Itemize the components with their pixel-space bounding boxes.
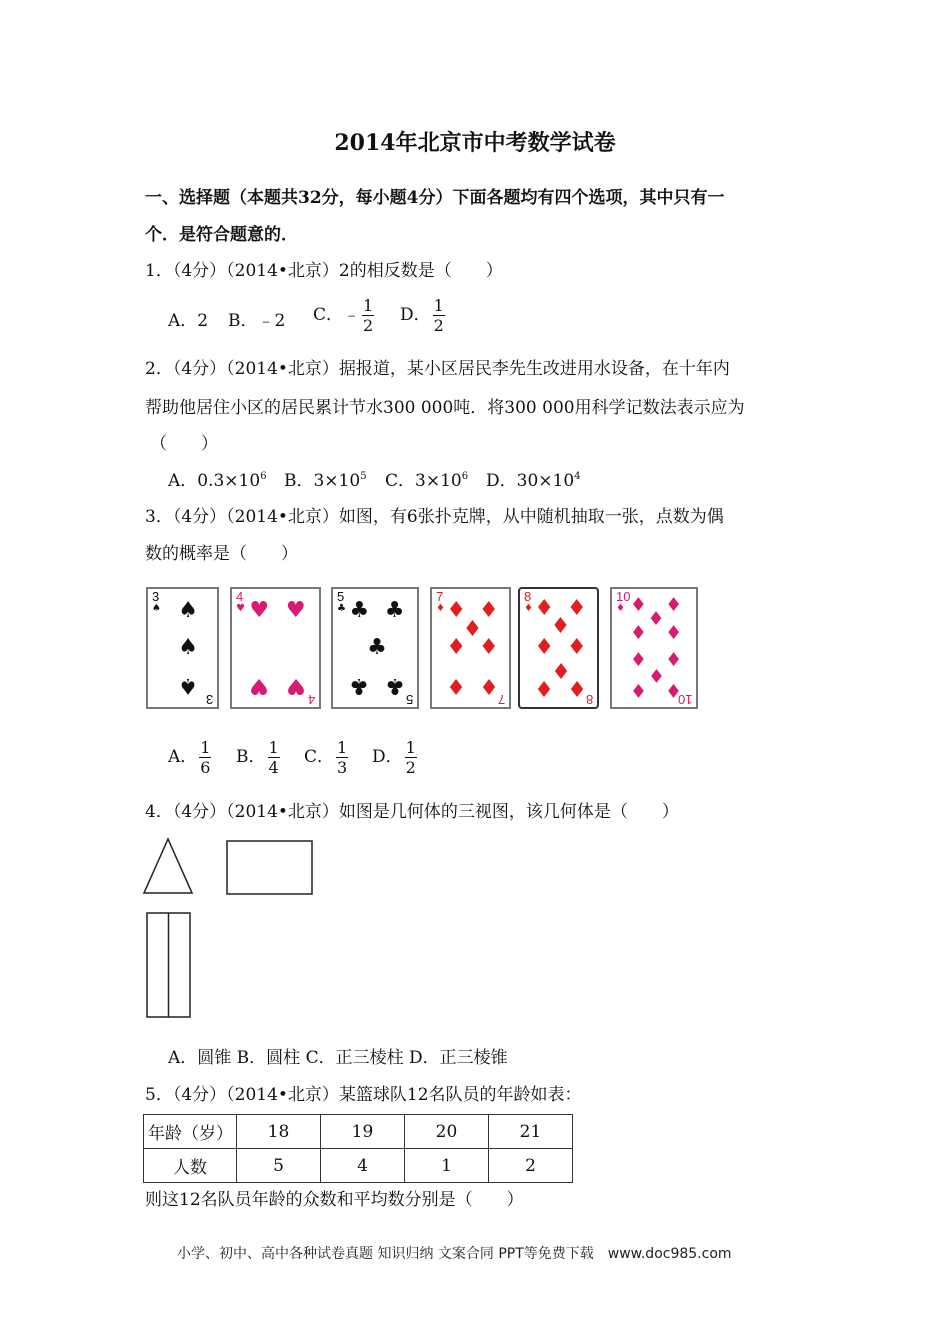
exponent: 6 [260, 471, 267, 482]
exponent: 6 [461, 471, 469, 482]
card-pip: ♦ [566, 675, 587, 701]
q3-option-a-label: A． [168, 747, 198, 767]
table-cell: 1 [405, 1149, 489, 1183]
denominator: 2 [363, 316, 374, 335]
card-corner-pip: ♠ [152, 603, 161, 614]
card-rank: 8 [524, 589, 532, 604]
card-pip: ♣ [384, 672, 405, 698]
denominator: 4 [268, 758, 279, 777]
card-pip: ♦ [629, 621, 647, 644]
card-pip: ♦ [446, 672, 467, 698]
question-4-stem: 4．（4分）（2014•北京）如图是几何体的三视图，该几何体是（ ） [145, 802, 679, 822]
question-2-line-2: 帮助他居住小区的居民累计节水300 000吨．将300 000用科学记数法表示应为 [145, 398, 745, 418]
numerator: 1 [337, 738, 348, 757]
card-pip: ♣ [349, 598, 370, 624]
q2-option-d-base: D．30×10 [486, 471, 575, 491]
q3-option-c-label: C． [304, 747, 335, 767]
card-pip: ♦ [534, 595, 555, 621]
card-pip: ♥ [249, 672, 270, 698]
card-corner-pip: ♥ [236, 603, 245, 614]
card-pip: ♦ [462, 616, 483, 642]
denominator: 3 [337, 758, 348, 777]
card-rank-inverted: 7 [497, 692, 505, 707]
q4-options: A．圆锥 B．圆柱 C．正三棱柱 D．正三棱锥 [168, 1048, 508, 1068]
card-rank: 5 [337, 589, 345, 604]
q3-option-c [304, 738, 350, 777]
playing-card [230, 587, 321, 709]
table-cell: 5 [237, 1149, 321, 1183]
card-pip: ♣ [367, 635, 387, 660]
denominator: 2 [405, 758, 416, 777]
question-5-stem: 5．（4分）（2014•北京）某篮球队12名队员的年龄如表： [145, 1085, 582, 1105]
q2-option-d [486, 466, 581, 491]
table-cell: 18 [237, 1115, 321, 1149]
playing-card [430, 587, 511, 709]
three-view-figure [140, 836, 340, 1026]
playing-card [518, 587, 599, 709]
card-pip: ♦ [478, 672, 499, 698]
q2-option-c [385, 466, 468, 491]
card-rank: 4 [236, 589, 244, 604]
card-pip: ♦ [534, 635, 555, 660]
numerator: 1 [268, 738, 279, 757]
card-rank-inverted: 5 [405, 692, 413, 707]
fraction [433, 296, 445, 335]
numerator: 1 [200, 738, 211, 757]
exponent: 4 [574, 471, 581, 482]
q1-option-d-label: D． [400, 305, 431, 325]
front-view-triangle [144, 839, 192, 893]
q2-option-c-base: C．3×10 [385, 471, 462, 491]
card-pip: ♦ [647, 664, 665, 687]
question-3-line-2: 数的概率是（ ） [145, 544, 298, 564]
q3-option-a [168, 738, 213, 777]
card-pip: ♦ [566, 595, 587, 621]
page-title: 2014年北京市中考数学试卷 [334, 130, 616, 156]
card-corner-pip: ♦ [524, 603, 533, 614]
q2-option-b-base: B．3×10 [284, 471, 361, 491]
q2-option-a-base: A．0.3×10 [168, 471, 261, 491]
denominator: 2 [433, 316, 444, 335]
table-row [144, 1115, 573, 1149]
q2-option-a [168, 466, 267, 491]
numerator: 1 [405, 738, 416, 757]
card-pip: ♥ [249, 598, 270, 624]
card-pip: ♦ [446, 598, 467, 624]
card-rank-inverted: 8 [585, 692, 593, 707]
card-pip: ♣ [349, 672, 370, 698]
q3-option-d-label: D． [372, 747, 403, 767]
q1-option-c-sign: ﹣ [343, 305, 361, 325]
fraction [268, 738, 280, 777]
card-pip: ♠ [178, 635, 198, 660]
q3-option-d [372, 738, 419, 777]
age-table [143, 1114, 573, 1183]
playing-card [331, 587, 419, 709]
playing-card [610, 587, 698, 709]
question-2-line-3: （ ） [150, 434, 218, 454]
card-pip: ♦ [534, 675, 555, 701]
card-pip: ♥ [285, 598, 306, 624]
card-pip: ♦ [550, 614, 571, 640]
question-3-line-1: 3．（4分）（2014•北京）如图，有6张扑克牌，从中随机抽取一张，点数为偶 [145, 507, 724, 527]
card-pip: ♦ [550, 656, 571, 682]
card-rank: 7 [436, 589, 444, 604]
card-corner-pip: ♦ [616, 603, 625, 614]
fraction [336, 738, 348, 777]
table-header-count: 人数 [144, 1149, 237, 1183]
table-header-age: 年龄（岁） [144, 1115, 237, 1149]
card-pip: ♦ [478, 635, 499, 660]
card-pip: ♠ [178, 672, 199, 698]
card-corner-pip: ♦ [436, 603, 445, 614]
question-2-line-1: 2．（4分）（2014•北京）据报道，某小区居民李先生改进用水设备，在十年内 [145, 359, 730, 379]
card-pip: ♦ [647, 608, 665, 631]
card-pip: ♦ [665, 593, 683, 616]
card-rank-inverted: 4 [307, 692, 315, 707]
card-rank-inverted: 3 [205, 692, 213, 707]
card-pip: ♥ [285, 672, 306, 698]
section-heading-cont: 个．是符合题意的． [145, 225, 298, 245]
table-cell: 20 [405, 1115, 489, 1149]
card-rank: 3 [152, 589, 160, 604]
q1-option-c-label: C． [313, 305, 344, 325]
exponent: 5 [360, 471, 367, 482]
table-cell: 19 [321, 1115, 405, 1149]
section-heading: 一、选择题（本题共32分，每小题4分）下面各题均有四个选项，其中只有一 [145, 188, 725, 208]
fraction [362, 296, 374, 335]
table-cell: 21 [489, 1115, 573, 1149]
table-row [144, 1149, 573, 1183]
card-pip: ♦ [629, 593, 647, 616]
card-pip: ♦ [478, 598, 499, 624]
q1-option-b: B．﹣2 [228, 311, 286, 331]
denominator: 6 [200, 758, 211, 777]
card-pip: ♦ [665, 678, 683, 701]
question-1-stem: 1．（4分）（2014•北京）2的相反数是（ ） [145, 261, 503, 281]
card-pip: ♦ [665, 648, 683, 671]
card-rank-inverted: 10 [677, 692, 692, 707]
q3-option-b [236, 738, 282, 777]
card-pip: ♣ [384, 598, 405, 624]
card-pip: ♠ [178, 598, 198, 624]
card-rank: 10 [616, 589, 631, 604]
q1-option-a: A．2 [168, 311, 209, 331]
numerator: 1 [363, 296, 374, 315]
question-5-follow: 则这12名队员年龄的众数和平均数分别是（ ） [145, 1190, 524, 1210]
playing-card [146, 587, 219, 709]
numerator: 1 [433, 296, 444, 315]
card-pip: ♦ [629, 678, 647, 701]
card-pip: ♦ [629, 648, 647, 671]
footer-text: 小学、初中、高中各种试卷真题 知识归纳 文案合同 PPT等免费下载 www.doc985.com [177, 1246, 732, 1262]
table-cell: 2 [489, 1149, 573, 1183]
table-cell: 4 [321, 1149, 405, 1183]
fraction [199, 738, 211, 777]
side-view-rectangle [227, 841, 312, 894]
q3-option-b-label: B． [236, 747, 266, 767]
card-pip: ♦ [446, 635, 467, 660]
fraction [405, 738, 417, 777]
q2-option-b [284, 466, 367, 491]
card-pip: ♦ [566, 635, 587, 660]
q1-option-d [400, 296, 447, 335]
card-corner-pip: ♣ [337, 603, 346, 614]
q1-option-c [313, 296, 376, 335]
card-pip: ♦ [665, 621, 683, 644]
